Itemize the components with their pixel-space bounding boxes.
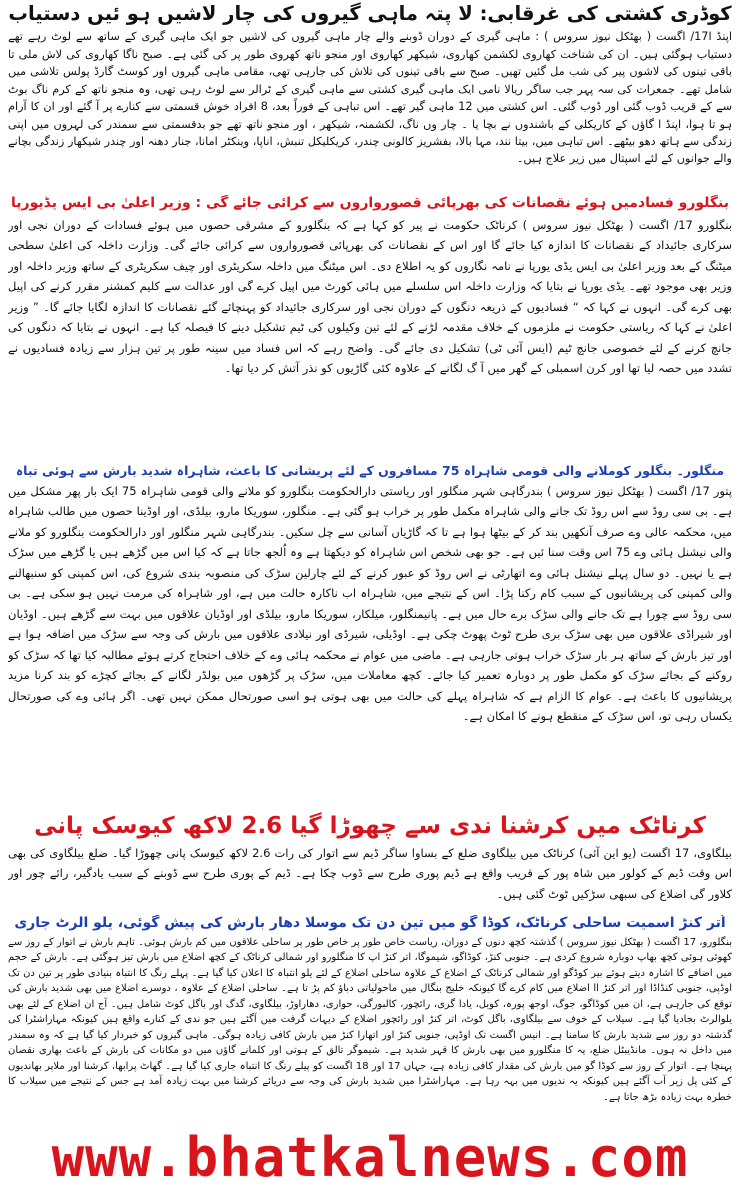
article-highway-75 — [8, 463, 732, 808]
headline-boat-capsize: کوڈری کشتی کی غرقابی: لا پتہ ماہی گیروں کی چار لاشیں ہو ئیں دستیاب — [8, 2, 732, 25]
article-bengaluru-riot — [8, 195, 732, 460]
headline-bengaluru-riot: بنگلورو فسادمیں ہوئے نقصانات کی بھرپائی قصورواروں سے کرائی جائے گی : وزیر اعلیٰ بی ایس یڈیورپا — [11, 195, 729, 211]
article-krishna-river — [8, 812, 732, 912]
body-highway-75: پتور 17/ اگست ( بھٹکل نیوز سروس ) بندرگاہی شہر منگلور اور ریاستی دارالحکومت بنگلورو کو ملانے والی قومی شاہراہ 75 ایک بار پھر مشکل میں ہے۔ بی سی روڈ سے اس روڈ تک جانے والی شاہراہ مکمل طور پر خراب ہو گئی ہے۔ منگلور، سوریکا مارو، بیلڈی، اور اوڈینا حصوں میں طالب شاہراہ میں، محکمہ عالی وے صرف آنکھیں بند کر کے بیٹھا ہوا ہے تا کہ گاڑیاں آسانی سے چل سکیں۔ بندرگاہی شہر منگلور اور دارالحکومت بنگلورو کو ملانے والی نیشنل ہائی وے 75 اس وقت سنا ئیں ہے۔ جو بھی شخص اس شاہراہ کو دیکھتا ہے وہ اُلجھ جاتا ہے کہ کیا اس میں گڑھے ہیں یا گڑھے میں سڑک ہے یا نہیں۔ دو سال پہلے نیشنل ہائی وے اتھارٹی نے اس روڈ کو عبور کرنے کے لئے چارلین سڑک کی منصوبہ بندی شروع کی، اس کمپنی کو سنبھالنے والی کمپنی کی پریشانیوں کے سبب کام رکنا پڑا۔ اس کے نتیجے میں، شاہراہ اب ناکارہ حالت میں ہے، اور شاہراہ کی مرمت نہیں ہو سکی ہے۔ بی سی روڈ سے چورا ہے تک جانے والی سڑک برے حال میں ہے۔ پانیمنگلور، میلکار، سوریکا مارو، بیلڈی اور اوڈیان علاقوں میں بہت سے گڑھے ہیں۔ اوڈیان اور شیراڈی علاقوں میں بھی سڑک بری طرح ٹوٹ پھوٹ چکی ہے۔ اوڈیلی، شیرڈی اور نیلادی علاقوں میں بارش کی وجہ سے سڑک میں اضافہ ہوا ہے اور تیز بارش کے ساتھ ہر بار سڑک خراب ہوتی جارہی ہے۔ ماضی میں عوام نے محکمہ ہائی وے کے خلاف احتجاج کرتے ہوئے مطالبہ کیا تھا کہ سڑک کو روکنے کے بجائے سڑک کو مکمل طور پر دوبارہ تعمیر کیا جائے۔ کچھ معاملات میں، سڑک پر گڑھوں میں بولڈر لگانے کے بجائے کچڑے کو بند کرنا مزید پریشانیوں کا باعث ہے۔ عوام کا الزام ہے کہ شاہراہ پہلے کی حالت میں بھی ہوتی ہو اسی صورتحال ممکن نہیں تھی۔ اگر ہائی وے کی صورتحال یکساں رہی تو، اس سڑک کے منقطع ہونے کا امکان ہے۔ — [8, 483, 732, 724]
article-boat-capsize — [8, 2, 732, 192]
headline-coastal-rain: اُتر کنڑ اسمیت ساحلی کرناٹک، کوڈا گو میں تین دن تک موسلا دھار بارش کی پیش گوئی، یلو الرٹ جاری — [14, 915, 726, 931]
article-coastal-rain — [8, 915, 732, 1125]
body-coastal-rain: بنگلورو، 17 اگست ( بھٹکل نیوز سروس ) گذشتہ کچھ دنوں کے دوران، ریاست خاص طور پر خاص طور پر ساحلی علاقوں میں کم بارش ہوئی۔ تاہم بارش نے اتوار کے روز سے کھوئی ہوئی کچھ بھاپ دوبارہ شروع کردی ہے۔ جنوبی کنڑ، کوڈاگو، شیموگا، اتر کنڑ اپ کا منگلورو اور شمالی کرناٹک کے کچھ اضلاع میں بارش تیز ہوگئی ہے۔ بارش کے حجم میں اضافے کا اشارہ دیتے ہوئے بیر کوڈگو اور شمالی کرناٹک کے اضلاع کے علاوہ ساحلی اضلاع کے لئے یلو انتباہ کا اعلان کیا گیا ہے۔ پہلے رنگ کا انتباہ بنیادی طور پر تین دن تک اوڈپی، جنوبی کنڈاڈا اور اتر کنڑ اا اضلاع میں کام کرے گا کیونکہ خلیج بنگال میں ماحولیاتی دباؤ کم پڑ تا ہے۔ ساحلی اضلاع کے علاوہ ، دوسرے اضلاع میں بھی شدید بارش کی توقع کی جارہی ہے، ان میں کوڈاگو، جوگ، اوجھ پورہ، کوبل، یادا گری، رائچور، کالبورگی، حواری، دھاراوڑ، بیلگاوی، گدگ اور باگل کوٹ شامل ہیں۔ آج ان اضلاع کے لئے بھی یلوالرٹ بجادیا گیا ہے۔ سیلاب کے خوف سے بیلگاوی، باگل کوٹ، اتر کنڑ اور رائچور اضلاع کے دیہات گرفت میں آگئے ہیں جو ندی کے کنارے واقع ہیں کیونکہ مہاراشٹرا کی گذشتہ دو روز سے شدید بارش کا سامنا ہے۔ انیس اگست تک اوڈپی، جنوبی کنڑ اور اتھارا کنڑ میں بارش کافی زیادہ ہوگی۔ ماہی گیروں کو خبردار کیا گیا ہے کہ وہ سمندر میں داخل نہ ہوں۔ مانڈیبٹل ضلع، یہ کا منگلورو میں بھی بارش کا قہر شدید ہے۔ شیموگر تالق کے ہوتی اور کلمانے گاؤں میں دو مکانات کی بارش کے باعث بھاری نقصان پہنچا ہے۔ اتوار کے روز سے کوڈا گو میں بارش کی مقدار کافی زیادہ ہے، جہاں 17 اور 18 اگست کو پیلے رنگ کا انتباہ جاری کیا گیا ہے۔ گھاٹ پرابھا، کرشنا اور ملاپر بھاندیوں کے کئی پل زیر آب آگئے ہیں کیونکہ یہ ندیوں میں بہہ رہا ہے۔ مہاراشٹرا میں شدید بارش کی وجہ سے دریائے کرشنا میں بہت زیادہ آمد ہے جس کے نتیجے میں سیلاب کا خطرہ بہت زیادہ بڑھ جاتا ہے۔ — [8, 936, 732, 1103]
website-watermark: www.bhatkalnews.com — [51, 1128, 689, 1188]
body-boat-capsize: اپنڈ ا17/ اگست ( بھٹکل نیوز سروس ) : ماہی گیری کے دوران ڈوبنے والے چار ماہی گیروں کی لاشیں جو ایک ماہی گیری کے ساتھ سے لوٹ رہے تھے دستیاب ہوگئی ہیں۔ ان کی شناخت کھاروی لکشمن کھاروی، شیکھر کھاروی اور منجو ناتھ کھروی طور پر کی گئی ہے۔ صبح ناگا کھاروی کی لاش ملی تا باقی تینوں کی لاشوں پیر کی شب مل گئیں تھیں۔ صبح سے باقی تینوں کی تلاش کی جارہی تھی، مقامی ماہی گیروں اور کوسٹ گارڈ پولس تلاشی میں شامل تھے۔ جمعرات کی سہ پہر جب ساگر ریالا نامی ایک ماہی گیری کشتی سے ماہی گیری کے ٹرالر سے لوٹ رہی تھی، وہ منجو ناتھ کے کرم ناگ بوٹ سے کے قریب ڈوب گئی اور ڈوب گئی۔ اس کشتی میں 12 ماہی گیر تھے۔ اس تباہی کے فوراً بعد، 8 افراد خوش قسمتی سے کنارے پر آ گئے اور ان کا آرام ہو تا ہوا، اپنڈ ا گاؤں کے کاریکلی کے باشندوں نے بچا یا ۔ چار وں ناگ، لکشمنہ، شیکھر ، اور منجو ناتھ تھے جو بدقسمتی سے سمندر کی لہروں میں اپنی زندگی سے ہاتھ دھو بیٹھے۔ اس تباہی میں، بیتا نند، مہا بالا، بفشریز کالونی چندر، کریکلیکل تنبش، اناپا، وینکٹر امانا، جنار دھنہ اور چندر شیکھار زندگی بچانے والے جوانوں کے لئے اسپتال میں زیر علاج ہیں۔ — [8, 30, 732, 166]
headline-highway-75: منگلور۔ بنگلور کوملانے والی قومی شاہراہ 75 مسافروں کے لئے پریشانی کا باعث، شاہراہ شدید بارش سے ہوئی تباہ — [15, 463, 725, 478]
body-bengaluru-riot: بنگلورو 17/ اگست ( بھٹکل نیوز سروس ) کرناٹک حکومت نے پیر کو کہا ہے کہ بنگلورو کے مشرقی حصوں میں ہوئے فسادات کے دوران نجی اور سرکاری جائیداد کے نقصانات کا اندازہ کیا جائے گا اور اس کے نقصانات کی بھرپائی قصورواروں سے کرائی جائے گی۔ وزارت داخلہ کی اعلیٰ سطحی میٹنگ کے بعد وزیر اعلیٰ بی ایس یڈی یورپا نے نامہ نگاروں کو یہ اطلاع دی۔ اس میٹنگ میں داخلہ سکریٹری اور چیف سکریٹری کے ساتھ وزیر داخلہ اور وزیر بھی موجود تھے۔ یڈی یورپا نے بتایا کہ وزارت داخلہ اس سلسلے میں ہائی کورٹ میں اپیل کرے گی اور عدالت سے کلیم کمشنر مقرر کرنے کی اپیل بھی کرے گی۔ انہوں نے کہا کہ “ فسادیوں کے ذریعہ دنگوں کے دوران نجی اور سرکاری جائیداد کو پہنچائے گئے نقصانات کا اندازہ لگایا جائے گا۔ ” وزیر اعلیٰ نے کہا کہ ریاستی حکومت نے ملزموں کے خلاف مقدمہ لڑنے کے لئے تین وکیلوں کی ٹیم تشکیل دینے کا فیصلہ کیا ہے۔ انہوں نے بتایا کہ دنگوں کی جانچ کرنے کے لئے خصوصی جانچ ٹیم (ایس آئی ٹی) تشکیل دی جائے گی۔ واضح رہے کہ اس فساد میں سینہ طور پر تین ہزار سے زیادہ فسادیوں نے تشدد میں حصہ لیا تھا اور کرن اسمبلی کے گھر میں آ گ لگانے کے علاوہ کئی گاڑیوں کو نذر آتش کر دیا تھا۔ — [8, 217, 732, 375]
body-krishna-river: بیلگاوی، 17 اگست (یو این آئی) کرناٹک میں بیلگاوی ضلع کے بساوا ساگر ڈیم سے اتوار کی رات 2.6 لاکھ کیوسک پانی چھوڑا گیا۔ ضلع بیلگاوی کی بھی اس وقت ڈیم کے کولور میں شاہ پور کے قریب واقع ہے ڈیم پوری طرح سے ڈوب چکا ہے۔ ڈیم کے پوری طرح سے ڈوبنے کے سبب یادگیر، رائے چور اور کلاور گی اضلاع کی سبھی سڑکیں ٹوٹ گئی ہیں۔ — [8, 845, 732, 901]
headline-krishna-river: کرناٹک میں کرشنا ندی سے چھوڑا گیا 2.6 لاکھ کیوسک پانی — [34, 813, 706, 839]
